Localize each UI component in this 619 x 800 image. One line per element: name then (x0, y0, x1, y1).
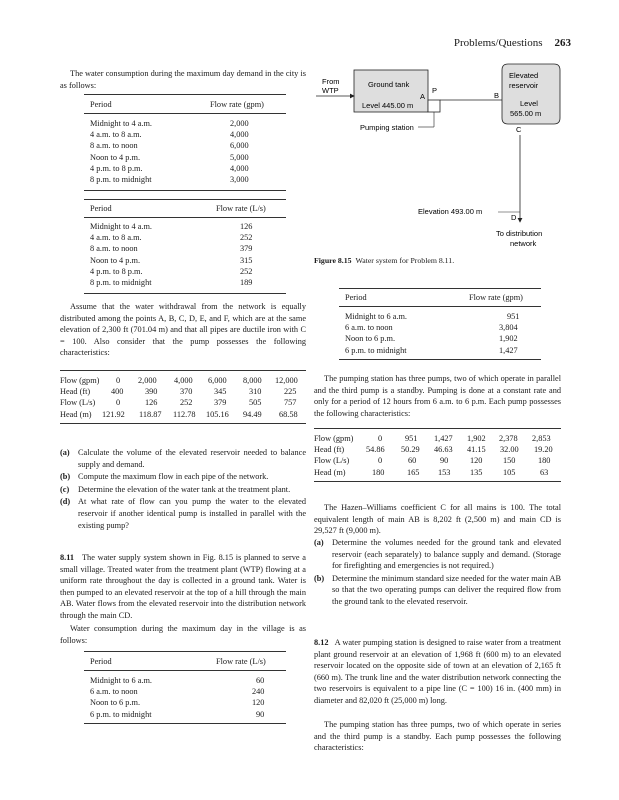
cell: 6,000 (208, 376, 227, 385)
cell: 2,000 (138, 376, 157, 385)
column-header: Flow rate (L/s) (216, 657, 266, 666)
question-label: (c) (60, 484, 70, 494)
period-cell: 6 p.m. to midnight (345, 345, 407, 355)
table-row (84, 686, 286, 697)
table-gpm (84, 118, 286, 185)
table-row (339, 322, 541, 333)
question-item (314, 537, 561, 572)
cell: 180 (538, 456, 551, 466)
period-cell: Midnight to 6 a.m. (345, 312, 407, 321)
table-row (314, 467, 561, 478)
table-rule (84, 113, 286, 114)
period-cell: Noon to 6 p.m. (90, 698, 141, 708)
reservoir-label: reservoir (509, 81, 539, 90)
row-label: Head (m) (314, 467, 346, 477)
problem-8-12 (314, 637, 561, 707)
intro-paragraph: The water consumption during the maximum day demand in the city is as follows: (60, 69, 306, 90)
column-header: Flow rate (L/s) (216, 204, 266, 213)
table-gpm-header (84, 99, 286, 110)
table-row (84, 232, 286, 243)
problem-8-12-continued: The pumping station has three pumps, two of which operate in series and the third pump is a standby. Each pump possesses the following characteristics: (314, 720, 561, 753)
row-label: Head (ft) (314, 445, 345, 455)
question-text: Determine the minimum standard size needed for the water main AB so that the two operating pumps can deliver the required flow from the ground tank to the elevated reservoir. (332, 573, 561, 606)
table-rule (339, 359, 541, 360)
section-title: Problems/Questions (453, 37, 543, 49)
table-row (84, 266, 286, 277)
table-rule (314, 481, 561, 482)
cell: 757 (284, 398, 297, 408)
table-row (314, 455, 561, 466)
period-cell: 4 p.m. to 8 p.m. (90, 163, 143, 173)
question-item (60, 471, 306, 483)
cell: 165 (407, 467, 420, 477)
table-row (84, 255, 286, 266)
cell: 54.86 (366, 445, 385, 455)
period-cell: 6 a.m. to noon (345, 323, 393, 333)
network-label: network (510, 239, 537, 248)
cell: 120 (470, 456, 483, 466)
question-text: Determine the elevation of the water tank at the treatment plant. (78, 484, 291, 494)
value-cell: 3,000 (230, 174, 249, 184)
table-ls-header (84, 203, 286, 214)
table-village-gpm-header (339, 292, 541, 303)
cell: 105.16 (206, 409, 229, 419)
table-row (60, 397, 306, 408)
table-rule (84, 94, 286, 95)
column-header: Period (90, 100, 112, 109)
cell: 94.49 (243, 409, 262, 419)
period-cell: 8 a.m. to noon (90, 141, 138, 151)
question-item (60, 496, 306, 531)
question-list-right (314, 537, 561, 609)
cell: 126 (145, 398, 158, 408)
table-row (84, 243, 286, 254)
elevated-label: Elevated (509, 71, 539, 80)
table-rule (60, 423, 306, 424)
question-text: Calculate the volume of the elevated reservoir needed to balance supply and demand. (78, 448, 306, 469)
cell: 379 (214, 398, 227, 408)
table-village-header (84, 656, 286, 667)
row-label: Flow (gpm) (60, 376, 100, 385)
table-rule (84, 190, 286, 191)
point-c-label: C (516, 125, 522, 134)
value-cell: 189 (240, 277, 253, 287)
wtp-label: WTP (322, 86, 339, 95)
question-item (60, 484, 306, 496)
table-row (84, 675, 286, 686)
table-rule (84, 723, 286, 724)
cell: 180 (372, 467, 385, 477)
row-label: Head (ft) (60, 387, 91, 397)
table-row (84, 163, 286, 174)
point-a-label: A (420, 92, 426, 101)
table-row (84, 277, 286, 288)
column-header: Flow rate (gpm) (469, 293, 523, 302)
point-p-label: P (432, 86, 438, 95)
table-rule (84, 651, 286, 652)
table-rule (314, 428, 561, 429)
cell: 310 (249, 387, 262, 397)
assume-paragraph: Assume that the water withdrawal from the network is equally distributed among the points A, B, C, D, E, and F, which are at the same elevation of 2,300 ft (701.04 m) and that all pipes are ductile iron with C = 100. Also consider that the pump possesses the following characteristics: (60, 302, 306, 358)
column-header: Flow rate (gpm) (210, 100, 264, 109)
table-rule (84, 293, 286, 294)
elevated-level-label: 565.00 m (510, 109, 542, 118)
period-cell: 6 a.m. to noon (90, 687, 138, 697)
table-row (60, 375, 306, 386)
cell: 41.15 (467, 445, 486, 455)
cell: 118.87 (139, 409, 162, 419)
value-cell: 240 (252, 687, 265, 697)
hazen-paragraph: The Hazen–Williams coefficient C for all mains is 100. The total equivalent length of main AB is 8,202 ft (2,500 m) and main CD is 29,527 ft (9,000 m). (314, 503, 561, 536)
cell: 0 (378, 456, 383, 466)
table-rule (84, 217, 286, 218)
running-header (454, 37, 571, 49)
table-row (84, 174, 286, 185)
pump-table (60, 375, 306, 420)
table-row (339, 333, 541, 344)
cell: 1,427 (434, 434, 453, 443)
period-cell: Noon to 4 p.m. (90, 152, 141, 162)
cell: 12,000 (275, 376, 298, 385)
pump-table-2 (314, 433, 561, 478)
cell: 112.78 (173, 409, 196, 419)
value-cell: 4,000 (230, 163, 249, 173)
cell: 63 (540, 467, 549, 477)
pump-box (428, 100, 440, 112)
table-row (84, 697, 286, 708)
cell: 32.00 (500, 445, 519, 455)
question-label: (b) (60, 472, 71, 482)
problem-8-11 (60, 552, 306, 622)
cell: 90 (440, 456, 449, 466)
value-cell: 1,902 (499, 334, 518, 344)
cell: 153 (438, 467, 451, 477)
cell: 2,378 (499, 434, 518, 443)
column-header: Period (345, 293, 367, 302)
cell: 121.92 (102, 409, 125, 419)
period-cell: 4 a.m. to 8 a.m. (90, 233, 142, 243)
cell: 50.29 (401, 445, 420, 455)
table-rule (339, 306, 541, 307)
cell: 0 (116, 398, 121, 408)
period-cell: Noon to 6 p.m. (345, 334, 396, 344)
figure-number: Figure 8.15 (314, 256, 352, 265)
value-cell: 252 (240, 266, 253, 276)
value-cell: 3,804 (499, 323, 518, 333)
level-label: Level (520, 99, 538, 108)
table-village-gpm (339, 311, 541, 356)
table-ls (84, 221, 286, 288)
column-header: Period (90, 204, 112, 213)
pumping-station-label: Pumping station (360, 123, 414, 132)
period-cell: 4 p.m. to 8 p.m. (90, 266, 143, 276)
cell: 1,902 (467, 434, 486, 443)
water-system-diagram (314, 62, 564, 258)
cell: 0 (116, 376, 121, 385)
value-cell: 90 (256, 709, 265, 719)
period-cell: Midnight to 4 a.m. (90, 222, 152, 231)
table-row (84, 709, 286, 720)
cell: 400 (111, 387, 124, 397)
from-label: From (322, 77, 340, 86)
cell: 345 (214, 387, 227, 397)
table-rule (84, 199, 286, 200)
row-label: Flow (L/s) (60, 398, 96, 408)
question-text: Compute the maximum flow in each pipe of the network. (78, 472, 269, 482)
period-cell: Noon to 4 p.m. (90, 255, 141, 265)
row-label: Head (m) (60, 409, 92, 419)
cell: 370 (180, 387, 193, 397)
period-cell: Midnight to 4 a.m. (90, 119, 152, 128)
table-row (60, 386, 306, 397)
value-cell: 951 (507, 312, 520, 321)
row-label: Flow (L/s) (314, 456, 350, 466)
question-label: (a) (60, 448, 70, 457)
value-cell: 1,427 (499, 345, 518, 355)
value-cell: 5,000 (230, 152, 249, 162)
page-number: 263 (554, 37, 571, 49)
question-text: Determine the volumes needed for the ground tank and elevated reservoir (each separately) to balance supply and demand. (Storage for firefighting and emergencies is not required.) (332, 538, 561, 571)
period-cell: 6 p.m. to midnight (90, 709, 152, 719)
cell: 4,000 (174, 376, 193, 385)
table-row (84, 152, 286, 163)
value-cell: 60 (256, 676, 265, 685)
table-row (339, 345, 541, 356)
table-row (84, 140, 286, 151)
cell: 390 (145, 387, 158, 397)
value-cell: 252 (240, 233, 253, 243)
table-village (84, 675, 286, 720)
question-item (60, 447, 306, 470)
table-rule (84, 670, 286, 671)
question-list-left (60, 447, 306, 532)
cell: 8,000 (243, 376, 262, 385)
figure-caption (314, 256, 454, 265)
problem-number: 8.12 (314, 638, 329, 647)
figure-caption-text: Water system for Problem 8.11. (355, 256, 455, 265)
period-cell: 8 p.m. to midnight (90, 277, 152, 287)
value-cell: 379 (240, 244, 253, 254)
table-rule (339, 288, 541, 289)
row-label: Flow (gpm) (314, 434, 354, 443)
table-row (60, 409, 306, 420)
cell: 951 (405, 434, 418, 443)
cell: 60 (408, 456, 417, 466)
value-cell: 6,000 (230, 141, 249, 151)
problem-number: 8.11 (60, 553, 75, 562)
value-cell: 126 (240, 222, 253, 231)
cell: 150 (503, 456, 516, 466)
cell: 105 (503, 467, 516, 477)
ground-tank-label: Ground tank (368, 80, 410, 89)
point-b-label: B (494, 91, 500, 100)
problem-text: A water pumping station is designed to raise water from a treatment plant ground reservoir at an elevation of 1,968 ft (600 m) to an elevated reservoir located on the opposite side of town at an elevation of 2,165 ft (660 m). The trunk line and the water distribution network connecting the two reservoirs is equivalent to a pipe line (C = 100) 16 in. (400 mm) in diameter and 82,020 ft (25,000 m) long. (314, 638, 561, 705)
question-text: At what rate of flow can you pump the water to the elevated reservoir if another identical pump is installed in parallel with the existing pump? (78, 497, 306, 530)
cell: 68.58 (279, 409, 298, 419)
pumping-paragraph: The pumping station has three pumps, two of which operate in parallel and the third pump is a standby. Pumping is done at a constant rate and only for a period of 12 hours from 6 a.m. to 6 p.m. Each pump possesses the following characteristics: (314, 374, 561, 418)
question-item (314, 573, 561, 608)
value-cell: 4,000 (230, 130, 249, 140)
period-cell: 8 a.m. to noon (90, 244, 138, 254)
table-row (84, 129, 286, 140)
cell: 252 (180, 398, 193, 408)
cell: 0 (378, 434, 383, 443)
value-cell: 315 (240, 255, 253, 265)
question-label: (d) (60, 497, 71, 507)
table-row (84, 118, 286, 129)
cell: 2,853 (532, 434, 551, 443)
period-cell: 4 a.m. to 8 a.m. (90, 130, 142, 140)
cell: 135 (470, 467, 483, 477)
cell: 19.20 (534, 445, 553, 455)
point-d-label: D (511, 213, 517, 222)
period-cell: 8 p.m. to midnight (90, 174, 152, 184)
cell: 46.63 (434, 445, 453, 455)
table-row (314, 433, 561, 444)
to-distribution-label: To distribution (496, 229, 543, 238)
question-label: (a) (314, 538, 324, 547)
problem-8-11-continued: Water consumption during the maximum day in the village is as follows: (60, 624, 306, 645)
ground-level-label: Level 445.00 m (362, 101, 414, 110)
question-label: (b) (314, 573, 325, 583)
table-row (314, 444, 561, 455)
elevation-label: Elevation 493.00 m (418, 207, 483, 216)
cell: 225 (284, 387, 297, 397)
table-rule (60, 370, 306, 371)
cell: 505 (249, 398, 262, 408)
problem-text: The water supply system shown in Fig. 8.15 is planned to serve a small village. Treated water from the treatment plant (WTP) flowing at a uniform rate throughout the day is collected in a ground tank. Water is then pumped to an elevated reservoir at the top of a hill through the main AB. Water flows from the elevated reservoir into the distribution network through the main CD. (60, 553, 306, 620)
table-row (84, 221, 286, 232)
value-cell: 2,000 (230, 119, 249, 128)
column-header: Period (90, 657, 112, 666)
value-cell: 120 (252, 698, 265, 708)
table-row (339, 311, 541, 322)
period-cell: Midnight to 6 a.m. (90, 676, 152, 685)
